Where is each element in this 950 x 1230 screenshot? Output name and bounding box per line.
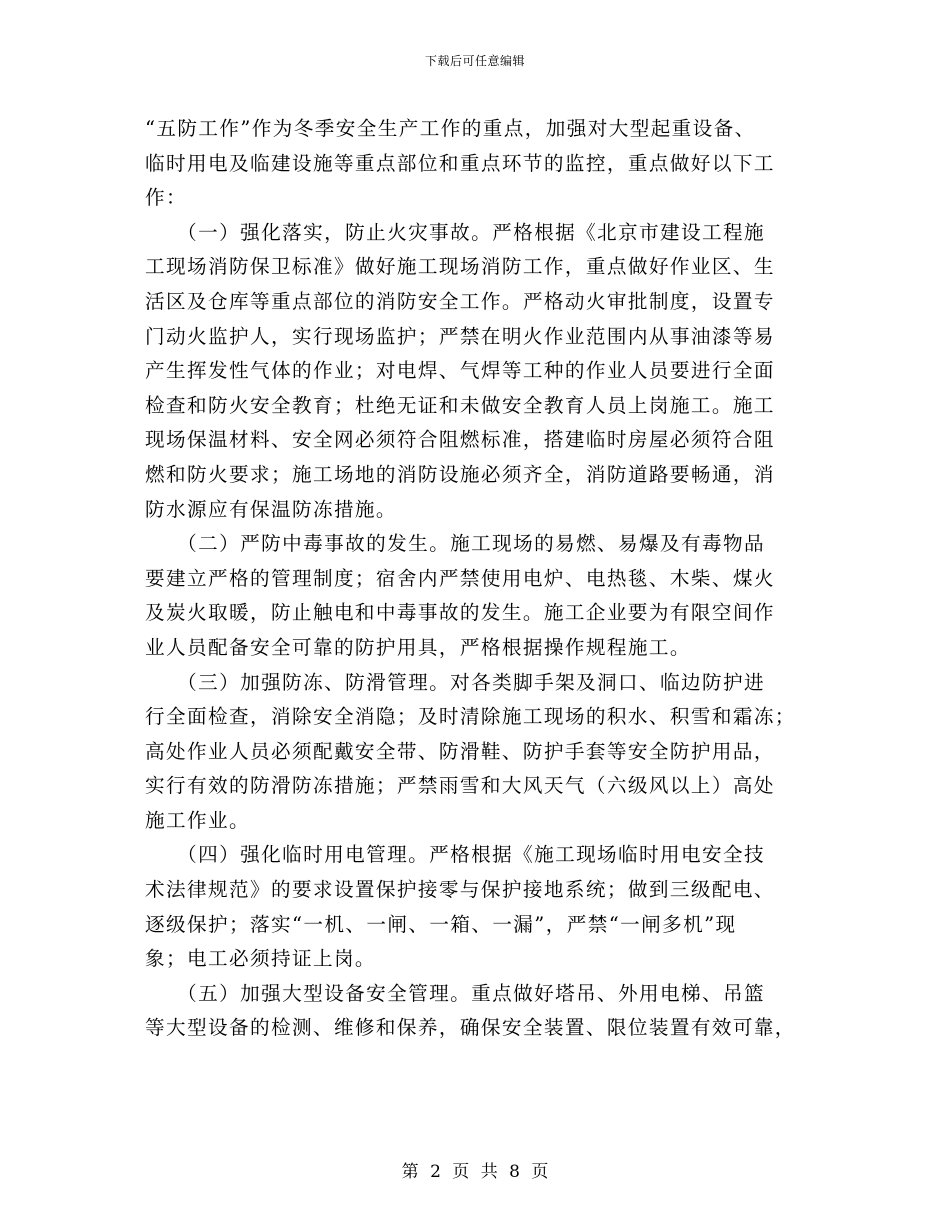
- page-header: 下载后可任意编辑: [424, 54, 525, 68]
- text-line: 活区及仓库等重点部位的消防安全工作。严格动火审批制度，设置专: [145, 289, 775, 313]
- text-line: 临时用电及临建设施等重点部位和重点环节的监控，重点做好以下工: [145, 151, 775, 175]
- text-line: 产生挥发性气体的作业；对电焊、气焊等工种的作业人员要进行全面: [145, 359, 775, 383]
- text-line: 及炭火取暖，防止触电和中毒事故的发生。施工企业要为有限空间作: [145, 601, 775, 625]
- document-body: [145, 112, 807, 1046]
- text-line: 逐级保护；落实“一机、一闸、一箱、一漏”，严禁“一闸多机”现: [145, 912, 737, 936]
- text-line: 实行有效的防滑防冻措施；严禁雨雪和大风天气（六级风以上）高处: [145, 774, 775, 798]
- text-line: （五）加强大型设备安全管理。重点做好塔吊、外用电梯、吊篮: [145, 981, 766, 1005]
- text-line: （二）严防中毒事故的发生。施工现场的易燃、易爆及有毒物品: [145, 532, 766, 556]
- text-line: 高处作业人员必须配戴安全带、防滑鞋、防护手套等安全防护用品，: [145, 739, 775, 763]
- text-line: 业人员配备安全可靠的防护用具，严格根据操作规程施工。: [145, 635, 691, 659]
- text-line: 施工作业。: [145, 808, 250, 832]
- text-line: 工现场消防保卫标准》做好施工现场消防工作，重点做好作业区、生: [145, 255, 775, 279]
- text-line: （三）加强防冻、防滑管理。对各类脚手架及洞口、临边防护进: [145, 670, 766, 694]
- text-line: 现场保温材料、安全网必须符合阻燃标准，搭建临时房屋必须符合阻: [145, 428, 775, 452]
- text-line: “五防工作”作为冬季安全生产工作的重点，加强对大型起重设备、: [145, 117, 756, 140]
- text-line: 象；电工必须持证上岗。: [145, 947, 376, 971]
- text-line: 门动火监护人，实行现场监护；严禁在明火作业范围内从事油漆等易: [145, 324, 775, 348]
- text-line: 防水源应有保温防冻措施。: [145, 497, 397, 521]
- page-number-footer: 第 2 页 共 8 页: [401, 1162, 549, 1182]
- text-line: 燃和防火要求；施工场地的消防设施必须齐全，消防道路要畅通，消: [145, 462, 775, 486]
- text-line: （四）强化临时用电管理。严格根据《施工现场临时用电安全技: [145, 843, 766, 867]
- text-line: 等大型设备的检测、维修和保养，确保安全装置、限位装置有效可靠，: [145, 1016, 796, 1040]
- text-line: 术法律规范》的要求设置保护接零与保护接地系统；做到三级配电、: [145, 878, 775, 902]
- text-line: 要建立严格的管理制度；宿舍内严禁使用电炉、电热毯、木柴、煤火: [145, 566, 775, 590]
- text-line: （一）强化落实，防止火灾事故。严格根据《北京市建设工程施: [145, 220, 766, 244]
- text-line: 行全面检查，消除安全消隐；及时清除施工现场的积水、积雪和霜冻；: [145, 705, 796, 729]
- text-line: 检查和防火安全教育；杜绝无证和未做安全教育人员上岗施工。施工: [145, 393, 775, 417]
- text-line: 作：: [145, 186, 187, 210]
